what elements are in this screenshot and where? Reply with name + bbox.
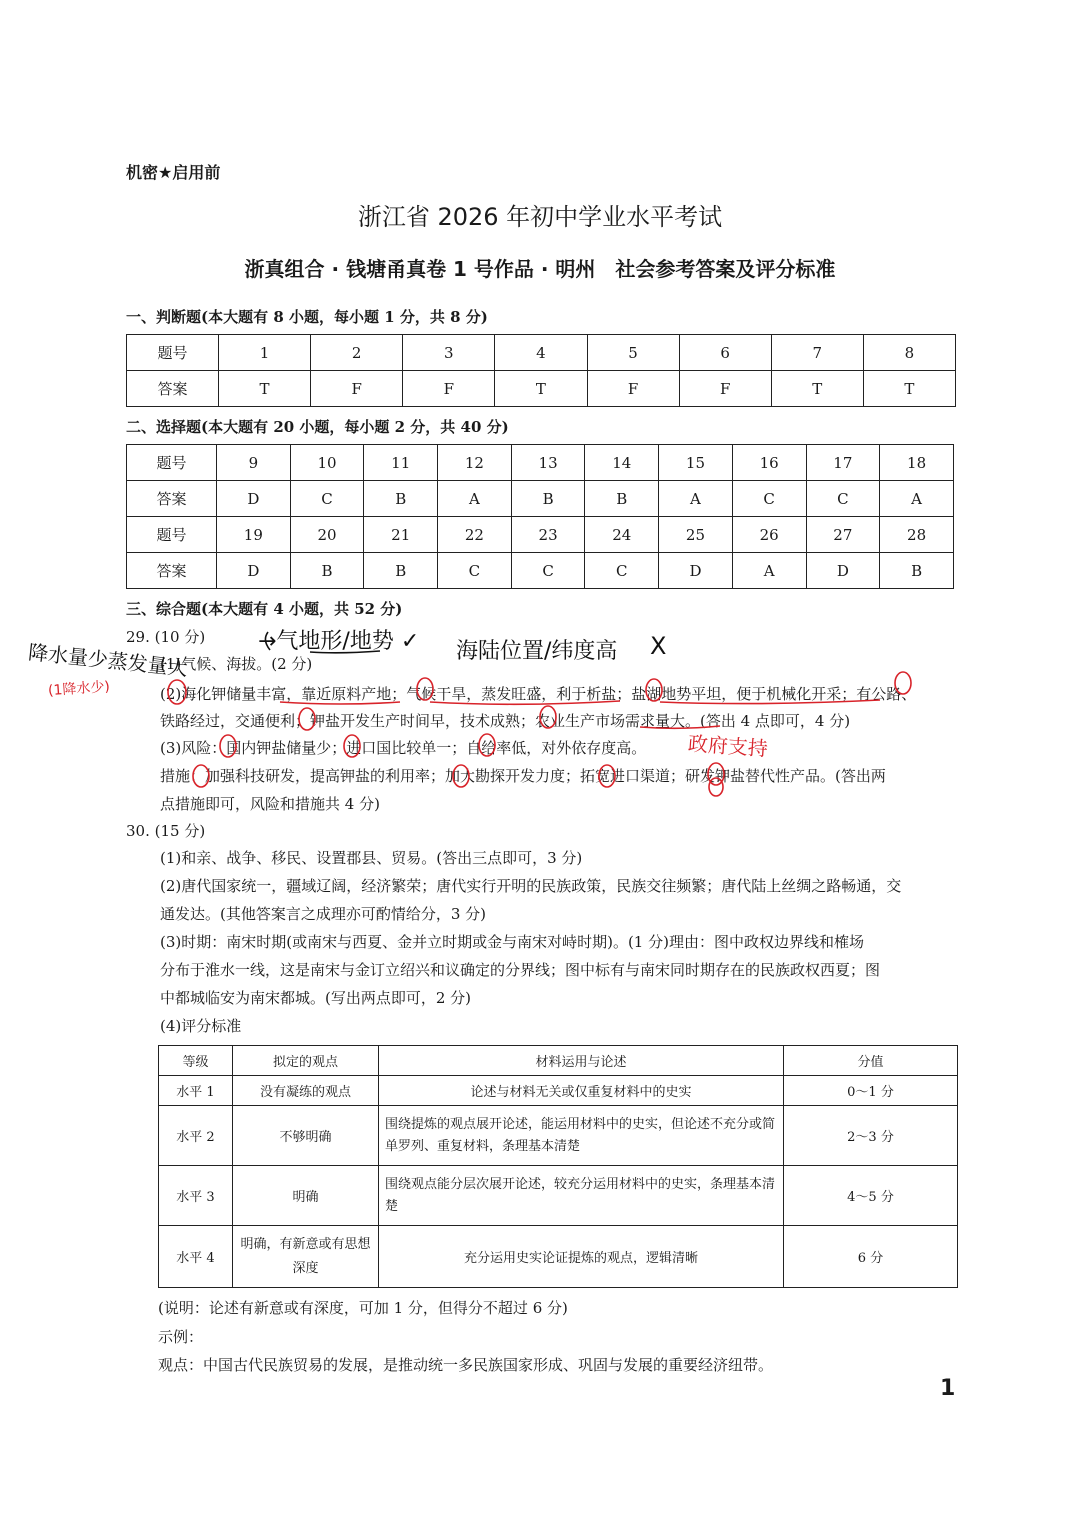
level-cell: 水平 3 [159,1166,233,1226]
example-viewpoint: 观点：中国古代民族贸易的发展，是推动统一多民族国家形成、巩固与发展的重要经济纽带。 [158,1356,774,1374]
column-header: 等级 [159,1046,233,1076]
answer-cell: B [585,481,659,517]
row-label: 答案 [127,371,219,407]
question-number: 3 [403,335,495,371]
question-number: 5 [587,335,679,371]
answer-cell: C [806,481,880,517]
answer-cell: D [217,553,291,589]
answer-cell: D [659,553,733,589]
row-label: 答案 [127,481,217,517]
answer-cell: B [290,553,364,589]
section1-table [126,334,956,407]
level-cell: 水平 4 [159,1226,233,1288]
level-cell: 水平 1 [159,1076,233,1106]
answer-cell: T [219,371,311,407]
question-number: 7 [771,335,863,371]
level-cell: 水平 2 [159,1106,233,1166]
column-header: 拟定的观点 [233,1046,379,1076]
question-number: 25 [659,517,733,553]
section2-table [126,444,954,589]
question-number: 21 [364,517,438,553]
question-number: 8 [863,335,955,371]
question-number: 18 [880,445,954,481]
answer-cell: A [438,481,512,517]
answer-cell: T [771,371,863,407]
q30-part3-line3: 中都城临安为南宋都城。(写出两点即可，2 分) [160,989,472,1007]
q29-part2-line2: 铁路经过，交通便利；钾盐开发生产时间早，技术成熟；农业生产市场需求量大。(答出 4 点即可，4 分) [160,712,851,730]
handwritten-note-left: 降水量少蒸发量大 [27,639,189,681]
handwritten-mid-note: 海陆位置/纬度高 [456,639,618,664]
answer-cell: F [587,371,679,407]
score-cell: 0～1 分 [784,1076,958,1106]
answer-cell: F [311,371,403,407]
table-row [159,1166,958,1226]
answer-cell: F [679,371,771,407]
handwritten-red-note-left: (1降水少) [47,678,111,700]
q30-part3-line2: 分布于淮水一线，这是南宋与金订立绍兴和议确定的分界线；图中标有与南宋同时期存在的民族政权西夏；图 [160,961,881,979]
cross-mark: X [650,632,667,660]
answer-cell: T [495,371,587,407]
row-label: 答案 [127,553,217,589]
question-number: 22 [438,517,512,553]
q30-heading: 30. (15 分) [126,822,206,840]
description-cell: 充分运用史实论证提炼的观点，逻辑清晰 [379,1226,784,1288]
q30-part2-line1: (2)唐代国家统一，疆域辽阔，经济繁荣；唐代实行开明的民族政策，民族交往频繁；唐代陆上丝绸之路畅通，交 [160,877,902,895]
table-row [127,335,956,371]
q29-part2-line1: (2)海化钾储量丰富，靠近原料产地；气候干旱，蒸发旺盛，利于析盐；盐湖地势平坦，便于机械化开采；有公路、 [160,685,917,703]
question-number: 28 [880,517,954,553]
answer-cell: T [863,371,955,407]
table-row [127,517,954,553]
question-number: 15 [659,445,733,481]
question-number: 20 [290,517,364,553]
section2-heading: 二、选择题(本大题有 20 小题，每小题 2 分，共 40 分) [126,418,509,436]
bonus-note: (说明：论述有新意或有深度，可加 1 分，但得分不超过 6 分) [158,1299,568,1317]
answer-cell: A [659,481,733,517]
question-number: 16 [732,445,806,481]
answer-key-subtitle: 浙真组合 · 钱塘甬真卷 1 号作品 · 明州 社会参考答案及评分标准 [244,257,836,281]
answer-cell: C [438,553,512,589]
q30-part2-line2: 通发达。(其他答案言之成理亦可酌情给分，3 分) [160,905,487,923]
question-number: 9 [217,445,291,481]
q29-part3-line3: 点措施即可，风险和措施共 4 分) [160,795,380,813]
answer-cell: B [364,553,438,589]
answer-cell: C [732,481,806,517]
description-cell: 论述与材料无关或仅重复材料中的史实 [379,1076,784,1106]
viewpoint-cell: 不够明确 [233,1106,379,1166]
column-header: 分值 [784,1046,958,1076]
question-number: 12 [438,445,512,481]
row-label: 题号 [127,517,217,553]
answer-cell: D [806,553,880,589]
answer-cell: C [290,481,364,517]
answer-cell: C [585,553,659,589]
description-cell: 围绕提炼的观点展开论述，能运用材料中的史实，但论述不充分或简单罗列、重复材料，条理基本清楚 [379,1106,784,1166]
table-row [159,1106,958,1166]
table-row [127,445,954,481]
answer-cell: C [511,553,585,589]
q30-part3-line1: (3)时期：南宋时期(或南宋与西夏、金并立时期或金与南宋对峙时期)。(1 分)理由：图中政权边界线和榷场 [160,933,864,951]
question-number: 19 [217,517,291,553]
question-number: 14 [585,445,659,481]
q29-part3-line2: 措施：加强科技研发，提高钾盐的利用率；加大勘探开发力度；拓宽进口渠道；研发钾盐替代性产品。(答出两 [160,767,886,785]
question-number: 27 [806,517,880,553]
handwritten-arrow-note: →气地形/地势 ✓ [258,629,420,654]
answer-cell: B [511,481,585,517]
q30-part1: (1)和亲、战争、移民、设置郡县、贸易。(答出三点即可，3 分) [160,849,583,867]
column-header: 材料运用与论述 [379,1046,784,1076]
q30-part4: (4)评分标准 [160,1017,242,1035]
scoring-rubric-table [158,1045,958,1288]
row-label: 题号 [127,335,219,371]
answer-cell: D [217,481,291,517]
answer-cell: B [880,553,954,589]
table-row [127,553,954,589]
example-label: 示例： [158,1328,204,1346]
q29-heading: 29. (10 分) [126,628,206,646]
viewpoint-cell: 明确 [233,1166,379,1226]
answer-cell: B [364,481,438,517]
question-number: 13 [511,445,585,481]
score-cell: 6 分 [784,1226,958,1288]
row-label: 题号 [127,445,217,481]
viewpoint-cell: 明确，有新意或有思想深度 [233,1226,379,1288]
q29-part1: (1)气候、海拔。(2 分) [160,655,313,673]
question-number: 23 [511,517,585,553]
handwritten-red-note-policy: 政府支持 [687,731,769,761]
table-header-row [159,1046,958,1076]
table-row [127,481,954,517]
exam-title: 浙江省 2026 年初中学业水平考试 [357,203,723,231]
question-number: 17 [806,445,880,481]
question-number: 1 [219,335,311,371]
question-number: 2 [311,335,403,371]
question-number: 11 [364,445,438,481]
question-number: 26 [732,517,806,553]
question-number: 6 [679,335,771,371]
section3-heading: 三、综合题(本大题有 4 小题，共 52 分) [126,600,403,618]
page-number: 1 [940,1376,956,1401]
q29-part3-line1: (3)风险：国内钾盐储量少；进口国比较单一；自给率低，对外依存度高。 [160,739,647,757]
score-cell: 4～5 分 [784,1166,958,1226]
answer-cell: A [880,481,954,517]
table-row [159,1226,958,1288]
answer-cell: F [403,371,495,407]
question-number: 10 [290,445,364,481]
confidential-label: 机密★启用前 [126,163,221,182]
description-cell: 围绕观点能分层次展开论述，较充分运用材料中的史实，条理基本清楚 [379,1166,784,1226]
section1-heading: 一、判断题(本大题有 8 小题，每小题 1 分，共 8 分) [126,308,488,326]
question-number: 24 [585,517,659,553]
answer-cell: A [732,553,806,589]
viewpoint-cell: 没有凝练的观点 [233,1076,379,1106]
table-row [159,1076,958,1106]
table-row [127,371,956,407]
score-cell: 2～3 分 [784,1106,958,1166]
question-number: 4 [495,335,587,371]
